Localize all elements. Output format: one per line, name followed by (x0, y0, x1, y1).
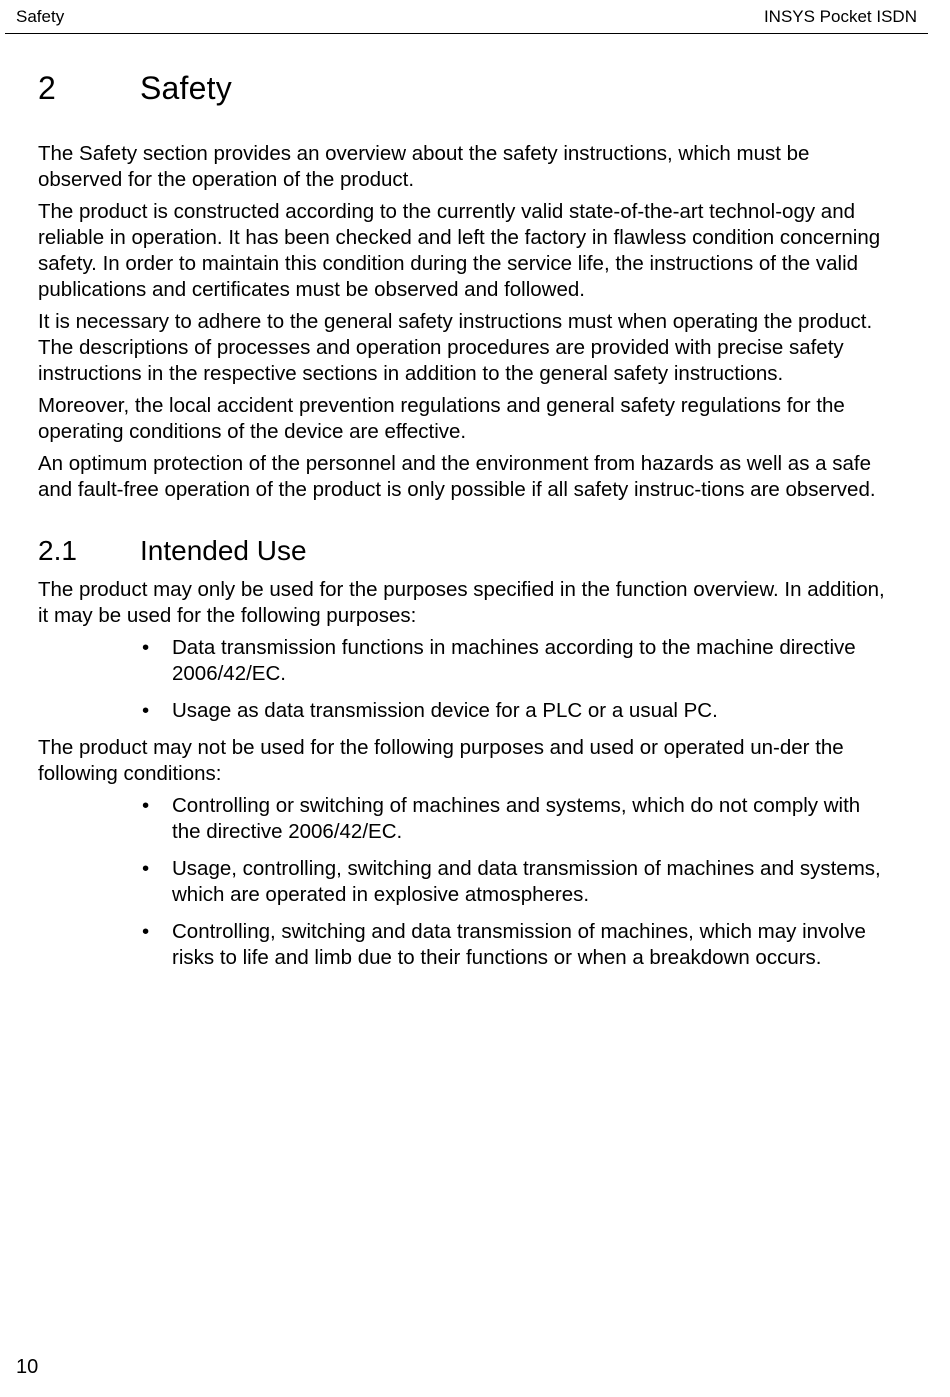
subsection-title: Intended Use (140, 535, 307, 566)
list-item (142, 635, 888, 687)
paragraph: An optimum protection of the personnel and the environment from hazards as well as a safe and fault-free operation of the product is only possible if all safety instruc-tions are observed. (38, 452, 876, 501)
list-item-text: Controlling or switching of machines and systems, which do not comply with the directive 2006/42/EC. (172, 794, 861, 843)
paragraph: The product is constructed according to the currently valid state-of-the-art technol-ogy and reliable in operation. It has been checked and left the factory in flawless condition concerning safety. In order to maintain this condition during the service life, the instructions of the valid publications and certificates must be observed and followed. (38, 200, 881, 301)
paragraph: It is necessary to adhere to the general safety instructions must when operating the product. The descriptions of processes and operation procedures are provided with precise safety instructions in the respective sections in addition to the general safety instructions. (38, 310, 873, 385)
bullet-icon: • (142, 794, 150, 817)
intended-use-intro: The product may only be used for the purposes specified in the function overview. In addition, it may be used for the following purposes: (38, 578, 885, 627)
page-content (38, 66, 888, 982)
list-item-text: Usage as data transmission device for a PLC or a usual PC. (172, 699, 718, 722)
bullet-icon: • (142, 636, 150, 659)
list-item-text: Controlling, switching and data transmission of machines, which may involve risks to life and limb due to their functions or when a breakdown occurs. (172, 920, 866, 969)
forbidden-uses-list (38, 793, 888, 971)
section-title: Safety (140, 70, 232, 106)
allowed-uses-list (38, 635, 888, 724)
restriction-intro: The product may not be used for the following purposes and used or operated un-der the following conditions: (38, 736, 844, 785)
subsection-heading (38, 531, 888, 571)
list-item (142, 698, 888, 724)
header-product-name: INSYS Pocket ISDN (763, 7, 917, 26)
page-header (5, 0, 928, 34)
list-item-text: Data transmission functions in machines according to the machine directive 2006/42/EC. (172, 636, 856, 685)
list-item (142, 856, 888, 908)
bullet-icon: • (142, 857, 150, 880)
list-item (142, 919, 888, 971)
page-number: 10 (16, 1356, 39, 1378)
subsection-number: 2.1 (38, 535, 77, 566)
section-heading (38, 66, 888, 110)
bullet-icon: • (142, 920, 150, 943)
paragraph: Moreover, the local accident prevention regulations and general safety regulations for the operating conditions of the device are effective. (38, 394, 845, 443)
list-item-text: Usage, controlling, switching and data transmission of machines and systems, which are operated in explosive atmospheres. (172, 857, 881, 906)
header-section-name: Safety (16, 7, 65, 26)
section-number: 2 (38, 70, 56, 106)
bullet-icon: • (142, 699, 150, 722)
paragraph: The Safety section provides an overview about the safety instructions, which must be observed for the operation of the product. (38, 142, 810, 191)
list-item (142, 793, 888, 845)
